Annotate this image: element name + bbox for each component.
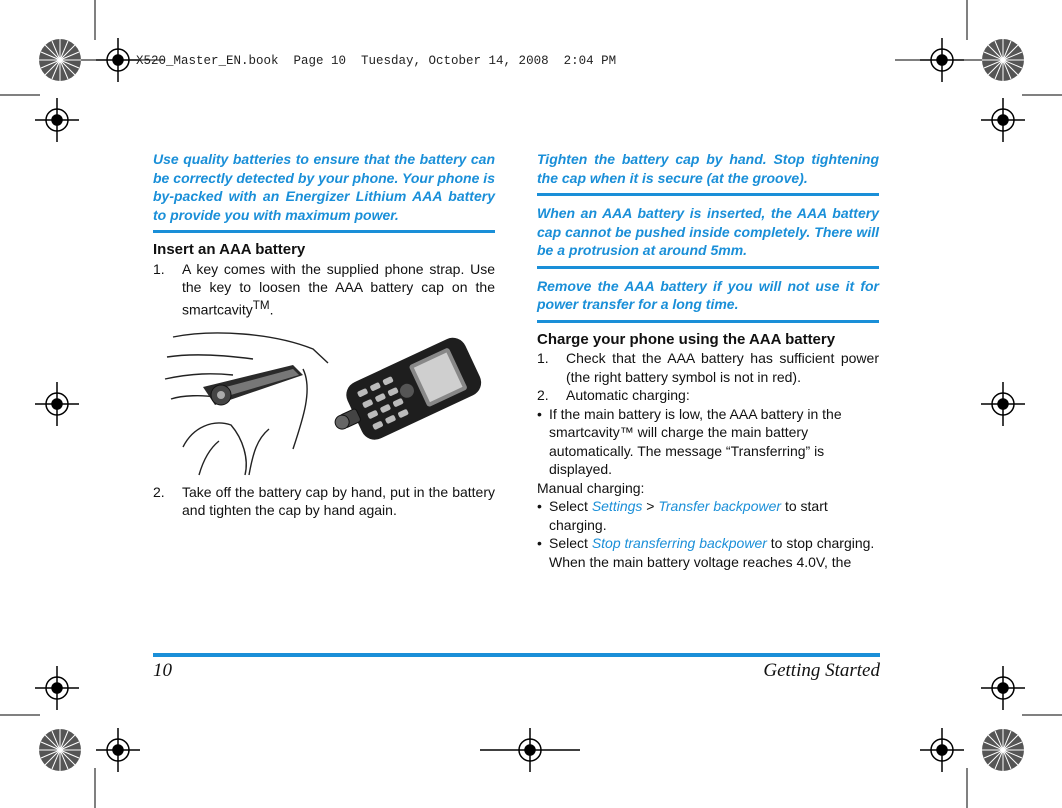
section-title: Getting Started [763, 660, 880, 681]
note-protrusion: When an AAA battery is inserted, the AAA battery cap cannot be pushed inside completely. There will be a protrusion at around 5mm. [537, 205, 879, 258]
menu-path-transfer-backpower: Transfer backpower [658, 498, 782, 514]
bullet-icon: • [537, 498, 542, 514]
battery-insertion-figure [153, 329, 495, 479]
bullet-item [537, 497, 879, 534]
bullet-item [537, 405, 879, 479]
manual-charging-label: Manual charging: [537, 479, 645, 496]
footer-rule [153, 653, 880, 657]
step-number: 2. [537, 387, 549, 403]
heading-insert-battery: Insert an AAA battery [153, 241, 306, 258]
step-number: 1. [153, 260, 165, 277]
page-number: 10 [153, 660, 172, 681]
continued-text: When the main battery voltage reaches 4.0V, the [549, 553, 852, 570]
note-tighten-cap: Tighten the battery cap by hand. Stop tightening the cap when it is secure (at the groove). [537, 151, 879, 186]
menu-path-stop-transferring: Stop transferring backpower [591, 535, 767, 551]
note-divider [153, 230, 495, 233]
step-text: Check that the AAA battery has sufficient power (the right battery symbol is not in red). [566, 350, 879, 385]
insert-steps-continued [153, 483, 495, 520]
step-text: Automatic charging: [566, 387, 690, 403]
note-quality-batteries: Use quality batteries to ensure that the battery can be correctly detected by your phone. Your phone is by-packed with an Energizer Lithium AAA battery to provide you with maximum power. [153, 151, 495, 223]
bullet-text: Select Settings > Transfer backpower to start charging. [549, 498, 828, 533]
list-item [153, 260, 495, 319]
trademark: TM [252, 298, 270, 312]
bullet-text: Select Stop transferring backpower to stop charging. [549, 535, 875, 551]
list-item [537, 386, 879, 405]
step-number: 2. [153, 483, 165, 500]
right-column [537, 150, 879, 571]
insert-steps [153, 260, 495, 319]
step-text: Take off the battery cap by hand, put in the battery and tighten the cap by hand again. [182, 483, 495, 519]
phone-left [203, 365, 303, 405]
note-divider [537, 266, 879, 269]
list-item [153, 483, 495, 520]
menu-path-settings: Settings [591, 498, 643, 514]
note-remove-battery: Remove the AAA battery if you will not use it for power transfer for a long time. [537, 277, 879, 312]
bullet-text: If the main battery is low, the AAA battery in the smartcavity™ will charge the main battery automatically. The message “Transferring” is displayed. [549, 405, 842, 477]
list-item [537, 349, 879, 386]
left-column [153, 150, 495, 520]
phone-right [323, 333, 486, 453]
bullet-icon: • [537, 405, 542, 422]
bullet-icon: • [537, 535, 542, 551]
heading-charge-phone: Charge your phone using the AAA battery [537, 330, 836, 348]
phone-illustration [153, 329, 495, 479]
step-text: A key comes with the supplied phone strap. Use the key to loosen the AAA battery cap on the smartcavity™. [182, 260, 495, 318]
bullet-item [537, 534, 879, 553]
note-divider [537, 193, 879, 196]
note-divider [537, 320, 879, 323]
print-header: X520_Master_EN.book Page 10 Tuesday, October 14, 2008 2:04 PM [136, 54, 617, 68]
step-number: 1. [537, 350, 549, 366]
